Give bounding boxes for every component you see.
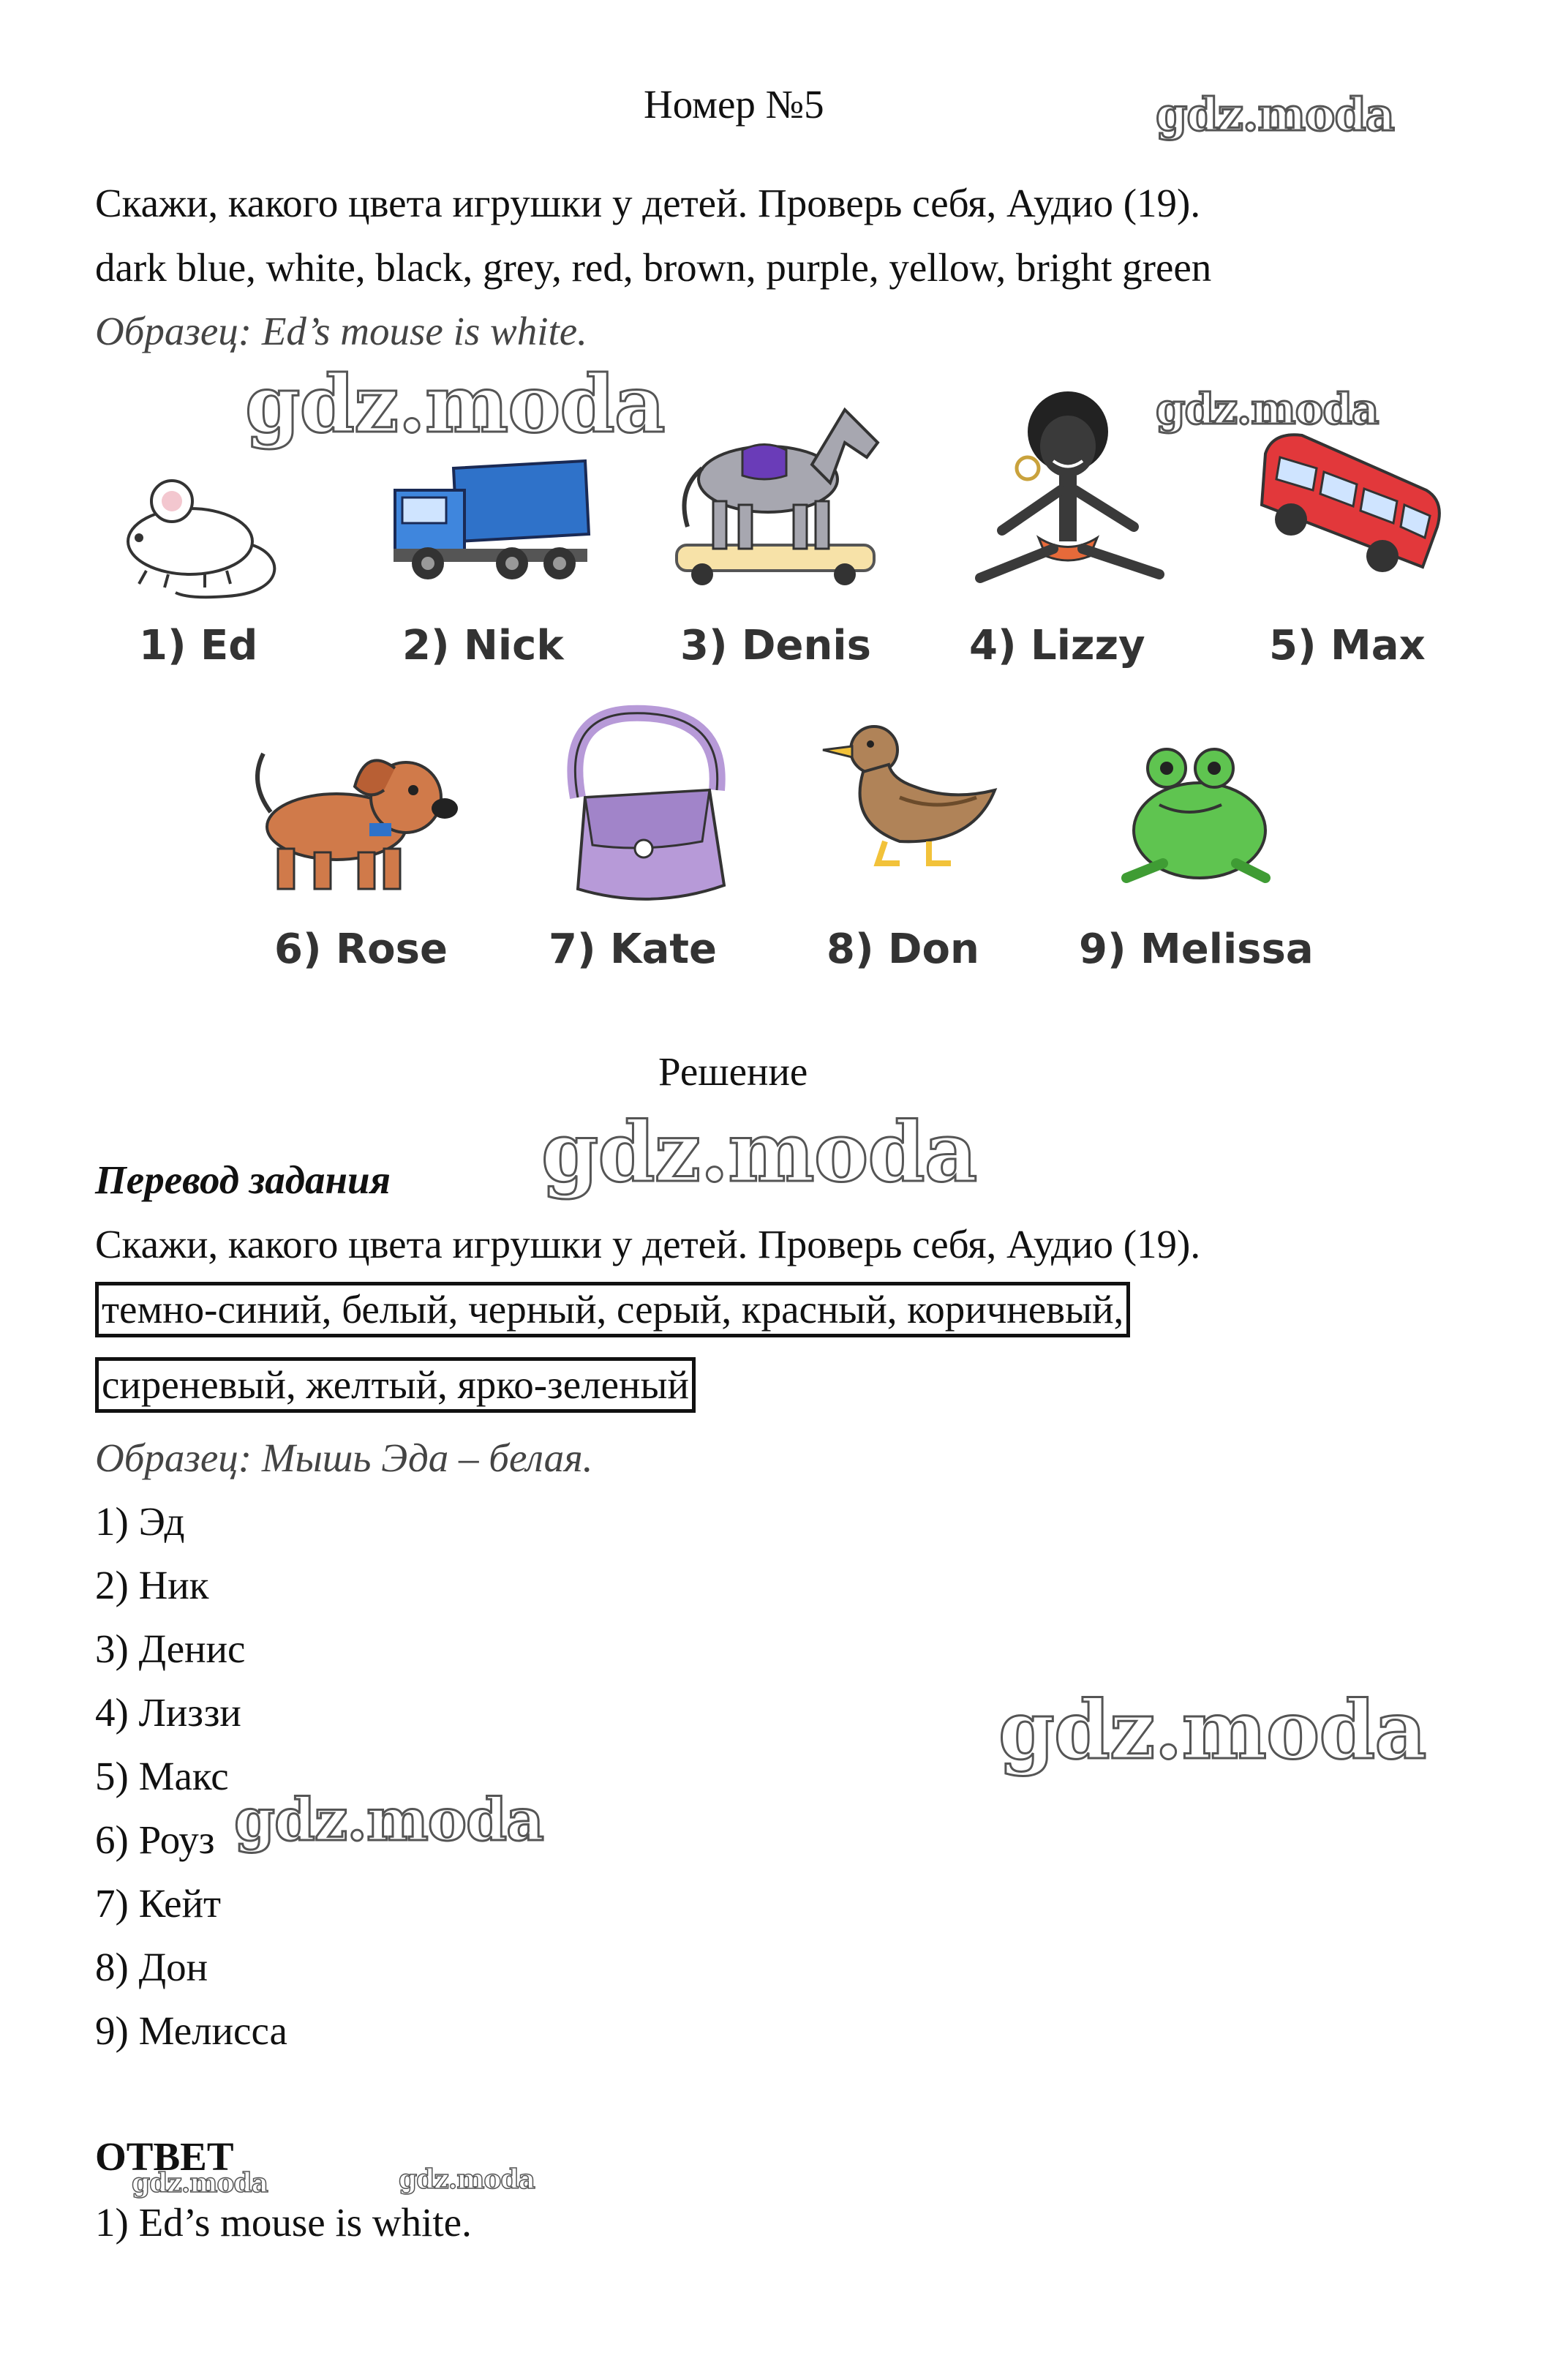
frog-icon [1119, 743, 1287, 889]
picture-label: 6) Rose [274, 926, 448, 973]
list-item: 2) Ник [95, 1563, 209, 1607]
task-colors: dark blue, white, black, grey, red, brown, purple, yellow, bright green [95, 245, 1212, 290]
task-instruction: Скажи, какого цвета игрушки у детей. Проверь себя, Аудио (19). [95, 181, 1201, 225]
watermark: gdz.moda [399, 2164, 535, 2195]
list-item: 8) Дон [95, 1945, 208, 1989]
watermark: gdz.moda [1156, 88, 1394, 141]
picture-label: 9) Melissa [1079, 926, 1314, 973]
watermark: gdz.moda [132, 2168, 268, 2199]
watermark: gdz.moda [245, 358, 665, 451]
list-item: 9) Мелисса [95, 2008, 287, 2053]
picture-label: 2) Nick [402, 622, 564, 669]
colors-translation-line-1: темно-синий, белый, черный, серый, красный, коричневый, [95, 1282, 1130, 1337]
picture-label: 4) Lizzy [969, 622, 1145, 669]
task-example: Образец: Ed’s mouse is white. [95, 309, 587, 353]
truck-icon [388, 454, 592, 585]
mouse-icon [102, 468, 293, 607]
list-item: 4) Лиззи [95, 1690, 241, 1735]
doll-icon [958, 391, 1170, 604]
solution-heading: Решение [658, 1049, 808, 1094]
watermark: gdz.moda [234, 1785, 543, 1854]
picture-label: 1) Ed [139, 622, 258, 669]
answer-heading: ОТВЕТ [95, 2134, 234, 2179]
horse-icon [673, 395, 885, 593]
list-item: 7) Кейт [95, 1881, 222, 1926]
picture-label: 3) Denis [680, 622, 871, 669]
translation-heading: Перевод задания [95, 1157, 391, 1202]
answer-line: 1) Ed’s mouse is white. [95, 2200, 472, 2245]
dog-icon [249, 739, 468, 900]
bag-icon [556, 702, 739, 907]
watermark: gdz.moda [998, 1683, 1426, 1777]
picture-label: 8) Don [827, 926, 979, 973]
colors-translation-line-2: сиреневый, желтый, ярко-зеленый [95, 1357, 696, 1413]
watermark: gdz.moda [541, 1105, 977, 1201]
list-item: 3) Денис [95, 1626, 246, 1671]
solution-instruction: Скажи, какого цвета игрушки у детей. Проверь себя, Аудио (19). [95, 1222, 1201, 1266]
list-item: 1) Эд [95, 1499, 185, 1544]
list-item: 5) Макс [95, 1754, 229, 1798]
solution-example: Образец: Мышь Эда – белая. [95, 1435, 593, 1480]
page-title: Номер №5 [644, 82, 824, 127]
bus-icon [1251, 424, 1448, 593]
list-item: 6) Роуз [95, 1817, 215, 1862]
watermark: gdz.moda [1156, 384, 1379, 434]
picture-label: 7) Kate [549, 926, 717, 973]
duck-icon [819, 721, 1002, 874]
picture-label: 5) Max [1269, 622, 1426, 669]
